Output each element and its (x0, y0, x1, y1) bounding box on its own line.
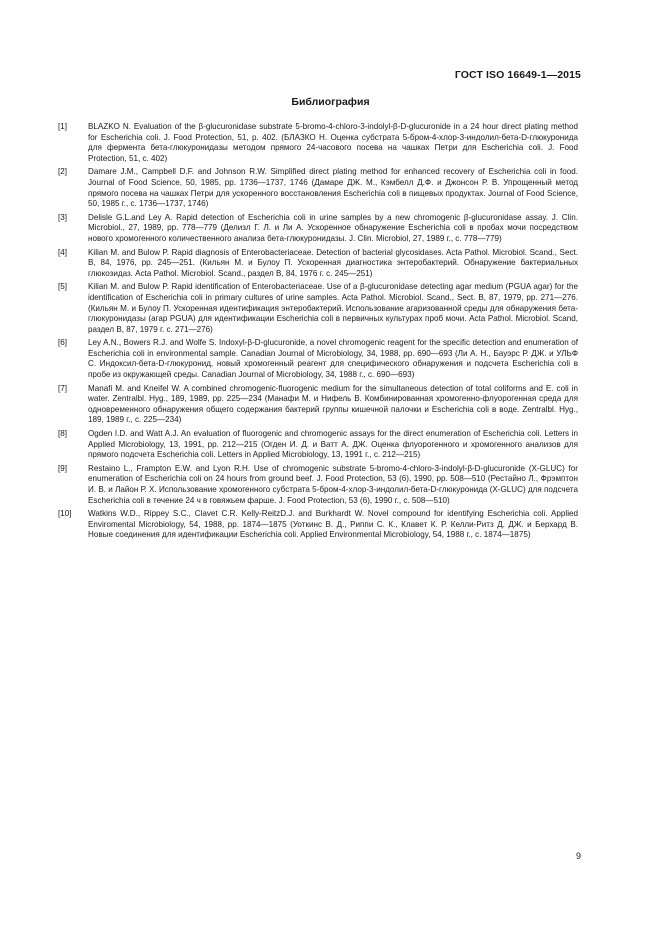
reference-text: Manafi M. and Kneifel W. A combined chromogenic-fluorogenic medium for the simultaneous detection of total coliforms and E. coli in water. Zentralbl. Hyg., 189, 1989, pp. 225—234 (Манафи М. и Нифель В. Комбинированная хромогенно-флуорогенная среда для одновременного обнаружения общего содержания бактерий группы кишечной палочки и Escherichia coli в воде. Zentralbl. Hyg., 189, 1989 г., с. 225—234) (88, 383, 578, 425)
list-item (58, 248, 578, 280)
page-number: 9 (575, 851, 581, 861)
list-item (58, 282, 578, 335)
reference-number: [1] (58, 122, 67, 131)
reference-number: [6] (58, 338, 67, 348)
reference-number: [7] (58, 383, 67, 393)
page-title: Библиография (291, 96, 370, 108)
reference-text: Damare J.M., Campbell D.F. and Johnson R.W. Simplified direct plating method for enhanced recovery of Escherichia coli in food. Journal of Food Science, 50, 1985, pp. 1736—1737, 1746 (Дамаре ДЖ. М., Кэмбелл Д.Ф. и Джонсон Р. В. Упрощенный метод прямого посева на чашках Петри для ускоренного восстановления Escherichia coli в пищевых продуктах. Journal of Food Science, 50, 1985 г., с. 1736—1737, 1746) (88, 167, 578, 209)
list-item (58, 384, 578, 426)
reference-number: [8] (58, 429, 67, 439)
reference-number: [5] (58, 282, 67, 292)
list-item (58, 429, 578, 461)
reference-number: [3] (58, 212, 67, 222)
list-item (58, 213, 578, 245)
reference-list (58, 122, 578, 544)
reference-text: Restaino L., Frampton E.W. and Lyon R.H. Use of chromogenic substrate 5-bromo-4-chloro-3-indolyl-β-D-glucuronide (X-GLUC) for enumeration of Escherichia coli on 24 hours from ground beef. J. Food Protection, 53 (6), 1990, pp. 508—510 (Рестайно Л., Фрэмптон И. В. и Лайон Р. Х. Использование хромогенного субстрата 5-бром-4-хлор-3-индолил-бета-D-глюкуронида (X-GLUC) для подсчета Escherichia coli в течение 24 ч в говяжьем фарше. J. Food Protection, 53 (6), 1990 г., с. 508—510) (88, 463, 578, 505)
reference-text: Ley A.N., Bowers R.J. and Wolfe S. Indoxyl-β-D-glucuronide, a novel chromogenic reagent for the specific detection and enumeration of Escherichia coli in environmental sample. Canadian Journal of Microbiology, 34, 1988, pp. 690—693 (Ли А. Н., Бауэрс Р. ДЖ. и УЛЬФ С. Индоксил-бета-D-глюкуронид, новый хромогенный реагент для специфического обнаружения и подсчета Escherichia coli в пробе из окружающей среды. Canadian Journal of Microbiology, 34, 1988 г., с. 690—693) (88, 338, 578, 380)
list-item (58, 509, 578, 541)
reference-number: [4] (58, 247, 67, 257)
reference-text: BLAZKO N. Evaluation of the β-glucuronidase substrate 5-bromo-4-chloro-3-indolyl-β-D-glucuronide in a 24 hour direct plating method for Escherichia coli. J. Food Protection, 51, p. 402. (БЛАЗКО Н. Оценка субстрата 5-бром-4-хлор-3-индолил-бета-D-глюкуронида для фермента бета-глюкуронидазы методом прямого 24-часового посева на чашках Петри для Escherichia coli. J. Food Protection, 51, c. 402) (88, 122, 578, 163)
reference-number: [9] (58, 463, 67, 473)
list-item (58, 167, 578, 209)
list-item (58, 464, 578, 506)
document-header: ГОСТ ISO 16649-1—2015 (454, 69, 581, 81)
reference-number: [10] (58, 509, 72, 519)
reference-number: [2] (58, 167, 67, 177)
list-item (58, 122, 578, 164)
reference-text: Kilian M. and Bulow P. Rapid identification of Enterobacteriaceae. Use of a β-glucuronidase detecting agar medium (PGUA agar) for the identification of Escherichia coli in primary cultures of urine samples. Acta Pathol. Microbiol. Scand., Sect. B, 87, 1979, pp. 271—276. (Кильян М. и Булоу П. Ускоренная идентификация энтеробактерий. Использование агаризованной среды для обнаружения бета-глюкуронидазы (агар PGUA) для идентификации Escherichia coli в первичных культурах проб мочи. Acta Pathol. Microbiol. Scand, раздел B, 87, 1979 г. с. 271—276) (88, 282, 578, 334)
reference-text: Kilian M. and Bulow P. Rapid diagnosis of Enterobacteriaceae. Detection of bacterial glycosidases. Acta Pathol. Microbiol. Scand., Sect. B, 84, 1976, pp. 245—251. (Кильян М. и Булоу П. Ускоренная диагностика энтеробактерий. Обнаружение бактериальных глюкозидаз. Acta Pathol. Microbiol. Scand., раздел B, 84, 1976 г. с. 245—251) (88, 247, 578, 278)
reference-text: Ogden I.D. and Watt A.J. An evaluation of fluorogenic and chromogenic assays for the direct enumeration of Escherichia coli. Letters in Applied Microbiology, 13, 1991, pp. 212—215 (Огден И. Д. и Ватт А. ДЖ. Оценка флуорогенного и хромогенного анализов для прямого подсчета Escherichia coli. Letters in Applied Microbiology, 13, 1991 г., с. 212—215) (88, 429, 578, 460)
reference-text: Watkins W.D., Rippey S.C., Clavet C.R. Kelly-ReitzD.J. and Burkhardt W. Novel compound for identifying Escherichia coli. Applied Enviromental Microbiology, 54, 1988, pp. 1874—1875 (Уоткинс В. Д., Риппи С. К., Клавет К. Р. Келли-Ритз Д. ДЖ. и Берхард В. Новые соединения для идентификации Escherichia coli. Applied Environmental Microbiology, 54, 1988 г., с. 1874—1875) (88, 509, 578, 540)
reference-text: Delisle G.L.and Ley A. Rapid detection of Escherichia coli in urine samples by a new chromogenic β-glucuronidase assay. J. Clin. Microbiol., 27, 1989, pp. 778—779 (Делизл Г. Л. и Ли А. Ускоренное обнаружение Escherichia coli в пробах мочи посредством нового хромогенного количественного анализа бета-глюкуронидазы. J. Clin. Microbiol, 27, 1989 г., с. 778—779) (88, 212, 578, 243)
list-item (58, 338, 578, 380)
